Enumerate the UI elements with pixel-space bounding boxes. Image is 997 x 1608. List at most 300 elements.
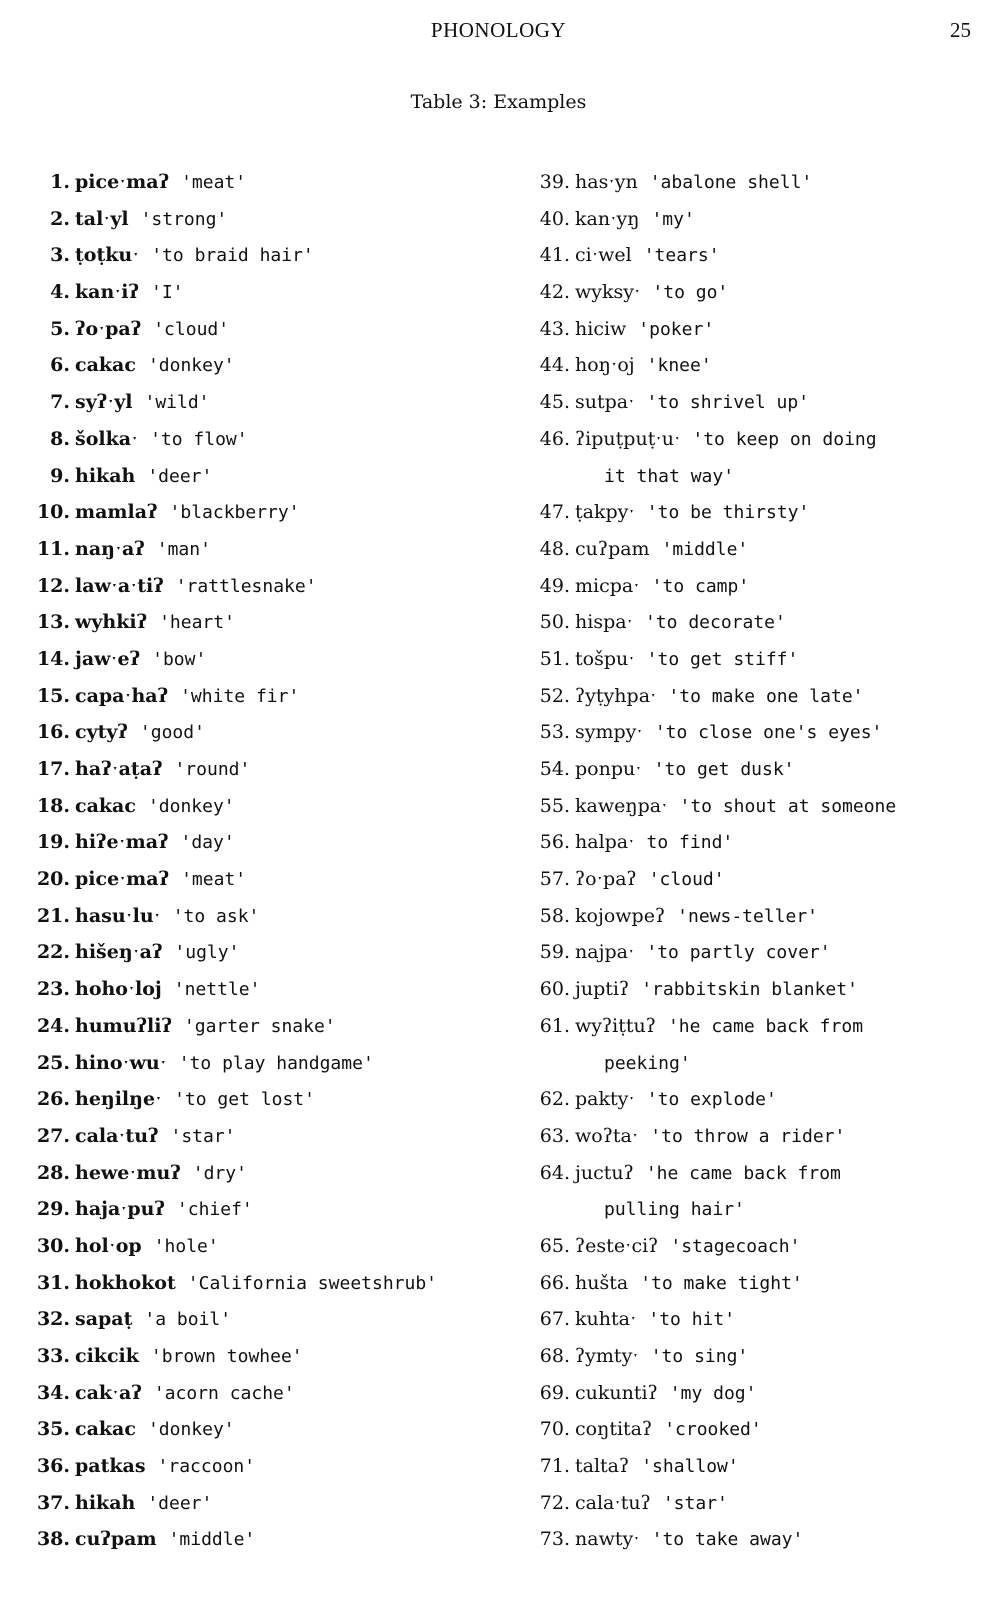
entry-gloss: 'abalone shell' xyxy=(649,172,813,193)
entry-number: 40. xyxy=(539,207,570,230)
entry-gloss: 'to be thirsty' xyxy=(646,502,810,524)
example-entry xyxy=(24,788,494,825)
entry-word: ʔymtyˑ xyxy=(575,1345,639,1367)
entry-number: 67. xyxy=(539,1308,570,1331)
entry-gloss: 'deer' xyxy=(147,1492,213,1514)
entry-number: 13. xyxy=(36,611,70,634)
entry-gloss: 'to camp' xyxy=(651,575,750,597)
example-entry xyxy=(532,861,992,898)
entry-gloss: 'meat' xyxy=(181,172,247,193)
entry-word: juctuʔ xyxy=(575,1161,634,1184)
entry-word: cuʔpam xyxy=(575,537,650,560)
entry-number: 15. xyxy=(36,684,70,707)
entry-gloss: 'to shout at someone xyxy=(679,795,897,817)
entry-word: ʔyṭyhpaˑ xyxy=(575,684,657,707)
entry-gloss: 'stagecoach' xyxy=(670,1235,801,1257)
example-entry xyxy=(532,1155,992,1192)
entry-number: 23. xyxy=(36,978,70,1001)
page-number: 25 xyxy=(950,18,971,42)
entry-word: lawˑaˑtiʔ xyxy=(75,574,164,597)
entry-gloss: 'crooked' xyxy=(664,1419,762,1441)
entry-gloss: 'to partly cover' xyxy=(646,942,831,964)
entry-gloss: 'chief' xyxy=(176,1199,253,1221)
entry-word: cakac xyxy=(75,794,136,817)
entry-number: 61. xyxy=(539,1014,570,1037)
entry-gloss: 'to throw a rider' xyxy=(650,1125,846,1147)
example-entry xyxy=(532,934,992,971)
example-entry xyxy=(532,237,992,274)
entry-gloss: pulling hair' xyxy=(604,1199,745,1221)
entry-number: 69. xyxy=(539,1381,570,1404)
entry-word: tošpuˑ xyxy=(575,647,635,670)
entry-number: 8. xyxy=(50,427,70,450)
example-entry xyxy=(24,751,494,788)
entry-gloss: 'my' xyxy=(651,208,695,230)
entry-gloss: 'donkey' xyxy=(147,795,235,817)
entry-word: hajaˑpuʔ xyxy=(75,1198,165,1221)
entry-gloss: 'he came back from xyxy=(645,1162,841,1184)
entry-word: heŋilŋeˑ xyxy=(75,1088,163,1111)
entry-number: 53. xyxy=(539,721,570,744)
entry-gloss: 'garter snake' xyxy=(183,1015,336,1037)
example-entry xyxy=(24,1338,494,1375)
entry-number: 64. xyxy=(539,1161,570,1184)
entry-word: ṭoṭkuˑ xyxy=(75,244,140,267)
entry-number: 14. xyxy=(36,647,70,670)
entry-word: hišeŋˑaʔ xyxy=(75,941,163,964)
entry-word: talˑyl xyxy=(75,207,129,230)
example-entry xyxy=(24,1045,494,1082)
entry-gloss: 'man' xyxy=(156,538,211,560)
entry-gloss: 'raccoon' xyxy=(157,1456,256,1478)
entry-gloss: 'donkey' xyxy=(147,355,235,377)
entry-word: mamlaʔ xyxy=(75,501,158,524)
entry-word: capaˑhaʔ xyxy=(75,684,169,707)
example-entry xyxy=(532,751,992,788)
example-entry xyxy=(532,1338,992,1375)
entry-word: calaˑtuʔ xyxy=(575,1491,651,1514)
entry-word: cikcik xyxy=(75,1345,139,1367)
example-entry xyxy=(24,898,494,935)
example-entry xyxy=(24,1485,494,1522)
entry-word: ciˑwel xyxy=(575,244,632,267)
entry-gloss: 'to shrivel up' xyxy=(646,392,810,414)
entry-number: 28. xyxy=(36,1161,70,1184)
entry-gloss: 'wild' xyxy=(144,392,210,414)
entry-word: najpaˑ xyxy=(575,941,635,964)
entry-number: 44. xyxy=(539,354,570,377)
entry-number: 2. xyxy=(50,207,70,230)
running-head xyxy=(0,18,997,46)
entry-gloss: 'middle' xyxy=(661,538,749,560)
entry-word: cakac xyxy=(75,354,136,377)
example-entry xyxy=(24,1155,494,1192)
entry-word: wyhkiʔ xyxy=(75,611,148,634)
example-entry xyxy=(24,164,494,201)
example-entry xyxy=(24,274,494,311)
entry-number: 72. xyxy=(539,1491,570,1514)
example-entry xyxy=(532,1375,992,1412)
entry-number: 30. xyxy=(36,1234,70,1257)
example-entry xyxy=(532,604,992,641)
entry-gloss: 'good' xyxy=(139,722,205,744)
entry-gloss: 'cloud' xyxy=(153,318,230,340)
entry-number: 41. xyxy=(539,244,570,267)
entry-word: cukuntiʔ xyxy=(575,1381,658,1404)
entry-word: nawtyˑ xyxy=(575,1528,640,1551)
entry-gloss: 'to explode' xyxy=(646,1089,777,1111)
entry-number: 54. xyxy=(539,758,570,780)
entry-gloss: 'to play handgame' xyxy=(178,1052,374,1074)
example-entry xyxy=(24,641,494,678)
example-entry xyxy=(24,971,494,1008)
entry-gloss: 'rabbitskin blanket' xyxy=(641,979,858,1001)
example-entry xyxy=(532,1485,992,1522)
entry-number: 9. xyxy=(50,464,70,487)
example-entry xyxy=(24,347,494,384)
example-entry xyxy=(24,237,494,274)
entry-number: 71. xyxy=(539,1455,570,1478)
entry-number: 55. xyxy=(539,794,570,817)
entry-gloss: 'to flow' xyxy=(150,428,248,450)
entry-number: 45. xyxy=(539,391,570,414)
example-entry xyxy=(24,421,494,458)
entry-word: calaˑtuʔ xyxy=(75,1124,159,1147)
example-entry xyxy=(24,1301,494,1338)
entry-number: 35. xyxy=(36,1418,70,1441)
entry-gloss: 'knee' xyxy=(646,355,712,377)
entry-gloss: 'dry' xyxy=(192,1162,247,1184)
example-entry xyxy=(532,164,992,201)
example-entry xyxy=(532,1008,992,1045)
example-entry xyxy=(532,384,992,421)
entry-number: 56. xyxy=(539,831,570,854)
entry-number: 34. xyxy=(36,1381,70,1404)
example-entry xyxy=(24,861,494,898)
entry-number: 46. xyxy=(539,427,570,450)
entry-word: hiciw xyxy=(575,317,627,340)
examples-column-right xyxy=(532,164,992,1558)
entry-number: 20. xyxy=(36,868,70,891)
entry-word: ʔoˑpaʔ xyxy=(75,317,142,340)
entry-word: halpaˑ xyxy=(575,831,635,854)
entry-number: 65. xyxy=(539,1234,570,1257)
examples-column-left xyxy=(24,164,494,1558)
entry-gloss: 'poker' xyxy=(638,318,715,340)
entry-word: hikah xyxy=(75,1491,136,1514)
example-entry xyxy=(24,824,494,861)
entry-word: ʔipuṭpuṭˑuˑ xyxy=(575,427,681,450)
entry-number: 21. xyxy=(36,904,70,927)
example-entry xyxy=(532,494,992,531)
entry-word: kuhtaˑ xyxy=(575,1308,637,1331)
example-entry xyxy=(532,311,992,348)
example-entry xyxy=(532,1448,992,1485)
entry-word: cakac xyxy=(75,1418,136,1441)
entry-word: wyksyˑ xyxy=(575,281,641,304)
entry-number: 3. xyxy=(50,244,70,267)
example-entry xyxy=(604,458,992,495)
entry-gloss: 'brown towhee' xyxy=(150,1346,303,1367)
entry-number: 47. xyxy=(539,501,570,524)
entry-word: ponpuˑ xyxy=(575,758,642,780)
entry-gloss: 'shallow' xyxy=(641,1456,739,1478)
entry-word: kanˑyŋ xyxy=(575,207,640,230)
entry-word: cytyʔ xyxy=(75,721,128,744)
example-entry xyxy=(532,824,992,861)
entry-word: naŋˑaʔ xyxy=(75,537,145,560)
entry-word: syʔˑyl xyxy=(75,391,133,414)
entry-word: hohoˑloj xyxy=(75,978,162,1001)
example-entry xyxy=(24,568,494,605)
example-entry xyxy=(24,1521,494,1558)
entry-gloss: 'I' xyxy=(151,282,184,304)
entry-number: 43. xyxy=(539,317,570,340)
entry-number: 27. xyxy=(36,1124,70,1147)
entry-gloss: 'day' xyxy=(180,832,235,854)
entry-word: hušta xyxy=(575,1271,629,1294)
example-entry xyxy=(532,347,992,384)
entry-gloss: 'round' xyxy=(174,759,251,780)
entry-number: 18. xyxy=(36,794,70,817)
entry-word: holˑop xyxy=(75,1234,142,1257)
example-entry xyxy=(24,1191,494,1228)
entry-number: 70. xyxy=(539,1418,570,1441)
example-entry xyxy=(532,1118,992,1155)
entry-number: 22. xyxy=(36,941,70,964)
example-entry xyxy=(24,531,494,568)
entry-gloss: 'donkey' xyxy=(147,1419,235,1441)
example-entry xyxy=(24,714,494,751)
entry-word: hiʔeˑmaʔ xyxy=(75,831,169,854)
entry-word: kaweŋpaˑ xyxy=(575,794,668,817)
example-entry xyxy=(532,1265,992,1302)
entry-gloss: 'to get lost' xyxy=(174,1089,315,1111)
entry-gloss: 'star' xyxy=(662,1492,728,1514)
entry-gloss: 'to take away' xyxy=(651,1529,804,1551)
entry-number: 7. xyxy=(50,391,70,414)
entry-number: 66. xyxy=(539,1271,570,1294)
example-entry xyxy=(532,714,992,751)
entry-number: 6. xyxy=(50,354,70,377)
example-entry xyxy=(24,1118,494,1155)
entry-word: kojowpeʔ xyxy=(575,904,666,927)
entry-gloss: 'to keep on doing xyxy=(692,428,877,450)
example-entry xyxy=(532,274,992,311)
example-entry xyxy=(24,458,494,495)
entry-word: ṭakpyˑ xyxy=(575,501,635,524)
entry-number: 29. xyxy=(36,1198,70,1221)
entry-gloss: 'nettle' xyxy=(173,979,261,1001)
entry-number: 1. xyxy=(50,171,70,193)
entry-gloss: 'bow' xyxy=(152,648,207,670)
entry-number: 36. xyxy=(36,1455,70,1478)
example-entry xyxy=(24,678,494,715)
entry-gloss: 'deer' xyxy=(147,465,213,487)
entry-gloss: 'he came back from xyxy=(667,1015,864,1037)
example-entry xyxy=(532,1081,992,1118)
entry-word: hoŋˑoj xyxy=(575,354,635,377)
entry-gloss: 'tears' xyxy=(643,245,720,267)
entry-number: 63. xyxy=(539,1124,570,1147)
entry-number: 52. xyxy=(539,684,570,707)
example-entry xyxy=(532,678,992,715)
running-title: PHONOLOGY xyxy=(430,18,567,42)
entry-gloss: 'a boil' xyxy=(144,1309,232,1331)
entry-word: juptiʔ xyxy=(575,978,630,1001)
entry-number: 49. xyxy=(539,574,570,597)
entry-word: hinoˑwuˑ xyxy=(75,1051,167,1074)
example-entry xyxy=(532,1411,992,1448)
entry-gloss: 'cloud' xyxy=(648,869,725,891)
example-entry xyxy=(24,1081,494,1118)
entry-word: sympyˑ xyxy=(575,721,643,744)
example-entry xyxy=(24,1411,494,1448)
entry-number: 32. xyxy=(36,1308,70,1331)
entry-gloss: 'blackberry' xyxy=(169,502,300,524)
entry-word: hispaˑ xyxy=(575,611,633,634)
entry-number: 51. xyxy=(539,647,570,670)
example-entry xyxy=(532,641,992,678)
entry-word: šolkaˑ xyxy=(75,427,139,450)
entry-gloss: 'to braid hair' xyxy=(151,245,314,267)
example-entry xyxy=(24,934,494,971)
entry-number: 5. xyxy=(50,317,70,340)
entry-gloss: 'to make one late' xyxy=(668,685,864,707)
entry-number: 73. xyxy=(539,1528,570,1551)
example-entry xyxy=(24,1228,494,1265)
entry-number: 19. xyxy=(36,831,70,854)
entry-gloss: 'heart' xyxy=(159,612,235,634)
example-entry xyxy=(532,531,992,568)
example-entry xyxy=(532,898,992,935)
entry-word: cakˑaʔ xyxy=(75,1381,142,1404)
entry-number: 39. xyxy=(539,171,570,193)
entry-number: 42. xyxy=(539,281,570,304)
entry-gloss: 'star' xyxy=(170,1125,236,1147)
entry-number: 11. xyxy=(36,537,70,560)
example-entry xyxy=(24,494,494,531)
entry-word: wyʔiṭtuʔ xyxy=(575,1014,656,1037)
entry-gloss: 'middle' xyxy=(168,1529,256,1551)
entry-number: 58. xyxy=(539,904,570,927)
entry-gloss: 'to hit' xyxy=(648,1309,736,1331)
example-entry xyxy=(24,1265,494,1302)
entry-gloss: 'to make tight' xyxy=(640,1272,803,1294)
entry-gloss: peeking' xyxy=(604,1052,691,1074)
entry-word: ʔesteˑciʔ xyxy=(575,1234,659,1257)
entry-word: humuʔliʔ xyxy=(75,1014,172,1037)
example-entry xyxy=(24,311,494,348)
entry-gloss: 'hole' xyxy=(153,1235,219,1257)
entry-gloss: 'my dog' xyxy=(669,1382,757,1404)
entry-word: hasuˑluˑ xyxy=(75,904,161,927)
entry-gloss: it that way' xyxy=(604,465,735,487)
example-entry xyxy=(532,971,992,1008)
example-entry xyxy=(532,788,992,825)
entry-number: 31. xyxy=(36,1271,70,1294)
entry-number: 4. xyxy=(50,281,70,304)
example-entry xyxy=(532,568,992,605)
entry-gloss: 'to decorate' xyxy=(644,612,786,634)
entry-word: piceˑmaʔ xyxy=(75,171,170,193)
entry-number: 33. xyxy=(36,1345,70,1367)
entry-gloss: 'to get stiff' xyxy=(646,648,799,670)
entry-word: patkas xyxy=(75,1455,146,1478)
entry-number: 16. xyxy=(36,721,70,744)
entry-number: 26. xyxy=(36,1088,70,1111)
entry-number: 37. xyxy=(36,1491,70,1514)
entry-gloss: 'white fir' xyxy=(180,685,300,707)
entry-number: 24. xyxy=(36,1014,70,1037)
entry-gloss: 'ugly' xyxy=(174,942,240,964)
example-entry xyxy=(532,1521,992,1558)
example-entry xyxy=(532,421,992,458)
entry-word: heweˑmuʔ xyxy=(75,1161,181,1184)
entry-word: hokhokot xyxy=(75,1271,176,1294)
entry-word: haʔˑaṭaʔ xyxy=(75,758,163,780)
example-entry xyxy=(24,1448,494,1485)
example-entry xyxy=(24,1375,494,1412)
entry-number: 25. xyxy=(36,1051,70,1074)
entry-word: coŋtitaʔ xyxy=(575,1418,653,1441)
entry-gloss: 'California sweetshrub' xyxy=(187,1272,438,1294)
entry-number: 10. xyxy=(36,501,70,524)
entry-gloss: 'to ask' xyxy=(172,905,260,927)
example-entry xyxy=(24,604,494,641)
example-entry xyxy=(24,1008,494,1045)
example-entry xyxy=(604,1045,992,1082)
example-entry xyxy=(532,1228,992,1265)
entry-gloss: 'acorn cache' xyxy=(153,1382,295,1404)
entry-gloss: 'to go' xyxy=(652,282,729,304)
entry-number: 59. xyxy=(539,941,570,964)
table-caption: Table 3: Examples xyxy=(410,91,587,113)
example-entry xyxy=(24,201,494,238)
entry-word: hikah xyxy=(75,464,136,487)
example-entry xyxy=(532,1301,992,1338)
entry-word: jawˑeʔ xyxy=(75,647,141,670)
entry-gloss: 'to get dusk' xyxy=(653,759,795,780)
entry-number: 62. xyxy=(539,1088,570,1111)
entry-gloss: 'meat' xyxy=(181,869,247,891)
entry-number: 17. xyxy=(36,758,70,780)
entry-number: 60. xyxy=(539,978,570,1001)
entry-number: 57. xyxy=(539,868,570,891)
entry-word: cuʔpam xyxy=(75,1528,157,1551)
entry-number: 12. xyxy=(36,574,70,597)
entry-word: micpaˑ xyxy=(575,574,640,597)
example-entry xyxy=(604,1191,992,1228)
entry-gloss: 'to close one's eyes' xyxy=(654,722,883,744)
entry-word: hasˑyn xyxy=(575,171,638,193)
entry-number: 48. xyxy=(539,537,570,560)
entry-word: ʔoˑpaʔ xyxy=(575,868,637,891)
example-entry xyxy=(24,384,494,421)
entry-number: 68. xyxy=(539,1345,570,1367)
entry-gloss: to find' xyxy=(646,832,734,854)
entry-gloss: 'news-teller' xyxy=(677,905,819,927)
entry-word: sapaṭ xyxy=(75,1308,133,1331)
entry-gloss: 'to sing' xyxy=(650,1346,749,1367)
entry-gloss: 'rattlesnake' xyxy=(175,575,317,597)
entry-word: sutpaˑ xyxy=(575,391,635,414)
entry-number: 38. xyxy=(36,1528,70,1551)
entry-word: taltaʔ xyxy=(575,1455,630,1478)
entry-gloss: 'strong' xyxy=(140,208,228,230)
entry-number: 50. xyxy=(539,611,570,634)
entry-word: piceˑmaʔ xyxy=(75,868,170,891)
